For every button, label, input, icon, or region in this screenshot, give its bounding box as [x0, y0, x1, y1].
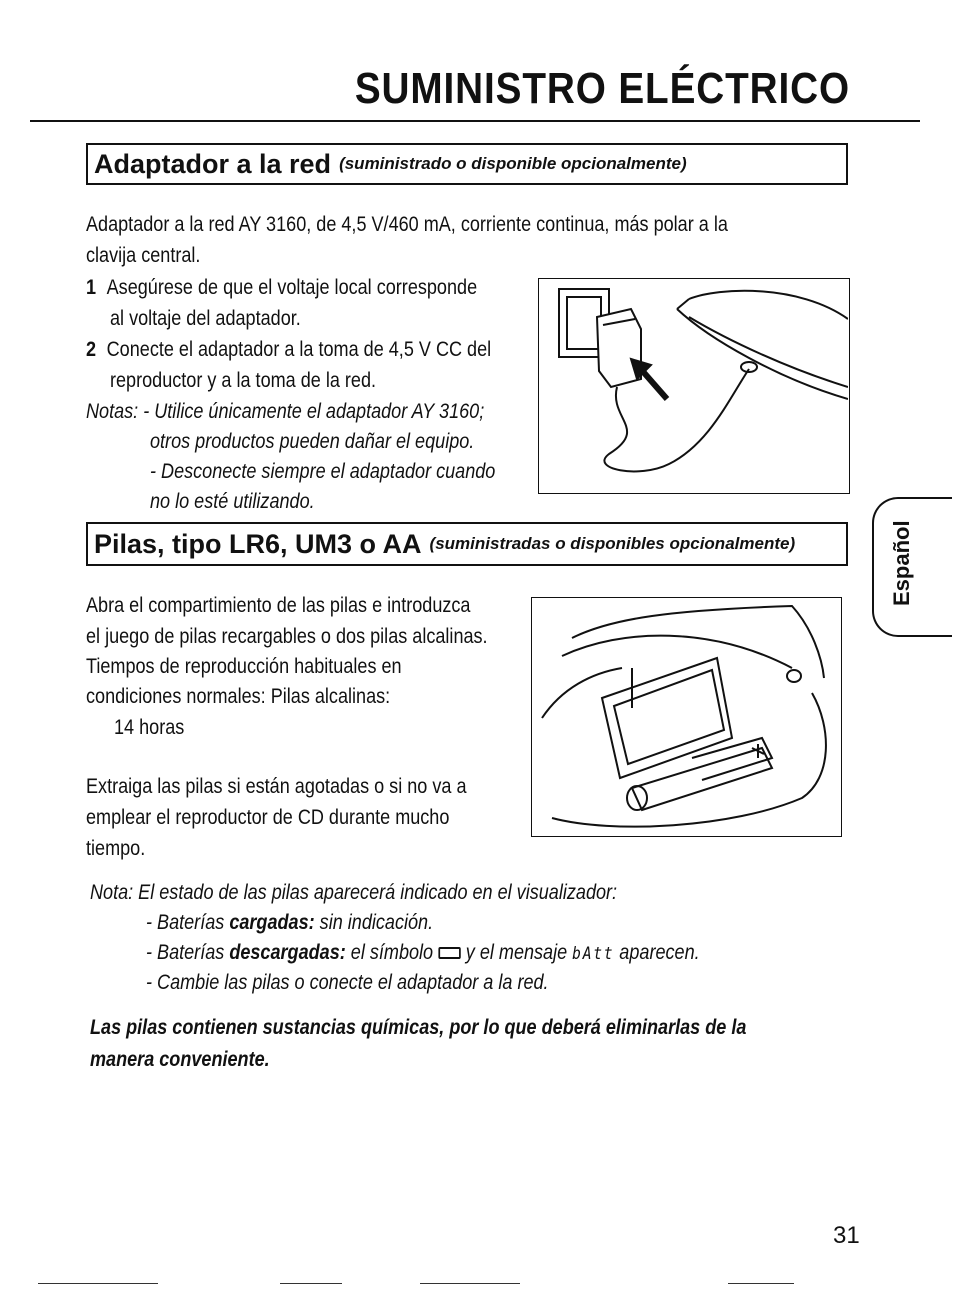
battery-symbol-icon: [438, 947, 460, 959]
adapter-illustration: [538, 278, 850, 494]
battery-note-line-2: [146, 907, 433, 938]
adapter-step-1-cont: al voltaje del adaptador.: [110, 307, 301, 330]
adapter-step-2: [86, 334, 491, 365]
battery-drawing: [532, 598, 840, 835]
battery-p1-line-5: 14 horas: [114, 716, 185, 739]
adapter-notes-line-3: - Desconecte siempre el adaptador cuando: [150, 460, 496, 483]
section-header-batteries: [86, 522, 848, 566]
adapter-intro-line-1: Adaptador a la red AY 3160, de 4,5 V/460 mA, corriente continua, más polar a la: [86, 213, 728, 236]
scan-artifact-line: [420, 1283, 520, 1284]
note-prefix: - Baterías: [146, 911, 230, 934]
adapter-notes-line-4: no lo esté utilizando.: [150, 490, 315, 513]
batt-display-code: bAtt: [572, 944, 615, 964]
note-prefix: - Baterías: [146, 941, 230, 964]
note-mid: el símbolo: [345, 941, 434, 964]
section-subtitle: (suministradas o disponibles opcionalmente): [429, 534, 796, 553]
warning-line-1: Las pilas contienen sustancias químicas, por lo que deberá eliminarlas de la: [90, 1016, 747, 1039]
note-status-discharged: descargadas:: [229, 941, 346, 964]
step-text: Asegúrese de que el voltaje local corresponde: [106, 276, 478, 299]
section-title: Pilas, tipo LR6, UM3 o AA: [94, 528, 422, 559]
warning-line-2: manera conveniente.: [90, 1048, 270, 1071]
page-number: 31: [833, 1222, 860, 1249]
battery-p2-line-1: Extraiga las pilas si están agotadas o si no va a: [86, 775, 467, 798]
battery-illustration: [531, 597, 842, 837]
adapter-step-2-cont: reproductor y a la toma de la red.: [110, 369, 377, 392]
adapter-step-1: [86, 272, 477, 303]
section-header-adapter: [86, 143, 848, 185]
step-text: Conecte el adaptador a la toma de 4,5 V CC del: [106, 338, 492, 361]
battery-note-line-4: - Cambie las pilas o conecte el adaptador a la red.: [146, 971, 549, 994]
adapter-drawing: [539, 279, 848, 492]
battery-note-line-3: [146, 937, 700, 970]
adapter-intro-line-2: clavija central.: [86, 244, 201, 267]
step-number: 2: [86, 338, 97, 361]
battery-p2-line-2: emplear el reproductor de CD durante mucho: [86, 806, 450, 829]
battery-p1-line-3: Tiempos de reproducción habituales en: [86, 655, 402, 678]
step-number: 1: [86, 276, 97, 299]
battery-p1-line-1: Abra el compartimiento de las pilas e introduzca: [86, 594, 471, 617]
note-suffix: sin indicación.: [314, 911, 434, 934]
language-tab-label: Español: [889, 520, 914, 606]
note-mid-2: y el mensaje: [465, 941, 568, 964]
title-divider: [30, 120, 920, 122]
scan-artifact-line: [38, 1283, 158, 1284]
scan-artifact-line: [728, 1283, 794, 1284]
scan-artifact-line: [280, 1283, 342, 1284]
section-title: Adaptador a la red: [94, 148, 332, 179]
battery-p1-line-2: el juego de pilas recargables o dos pilas alcalinas.: [86, 625, 488, 648]
note-status-charged: cargadas:: [229, 911, 315, 934]
section-subtitle: (suministrado o disponible opcionalmente): [339, 154, 687, 173]
adapter-notes-line-2: otros productos pueden dañar el equipo.: [150, 430, 475, 453]
adapter-notes-line-1: Notas: - Utilice únicamente el adaptador AY 3160;: [86, 400, 485, 423]
note-suffix: aparecen.: [619, 941, 700, 964]
battery-p1-line-4: condiciones normales: Pilas alcalinas:: [86, 685, 391, 708]
battery-note-line-1: Nota: El estado de las pilas aparecerá indicado en el visualizador:: [90, 881, 618, 904]
chemical-warning: [90, 1012, 746, 1076]
battery-p2-line-3: tiempo.: [86, 837, 146, 860]
page-title: SUMINISTRO ELÉCTRICO: [354, 64, 850, 113]
